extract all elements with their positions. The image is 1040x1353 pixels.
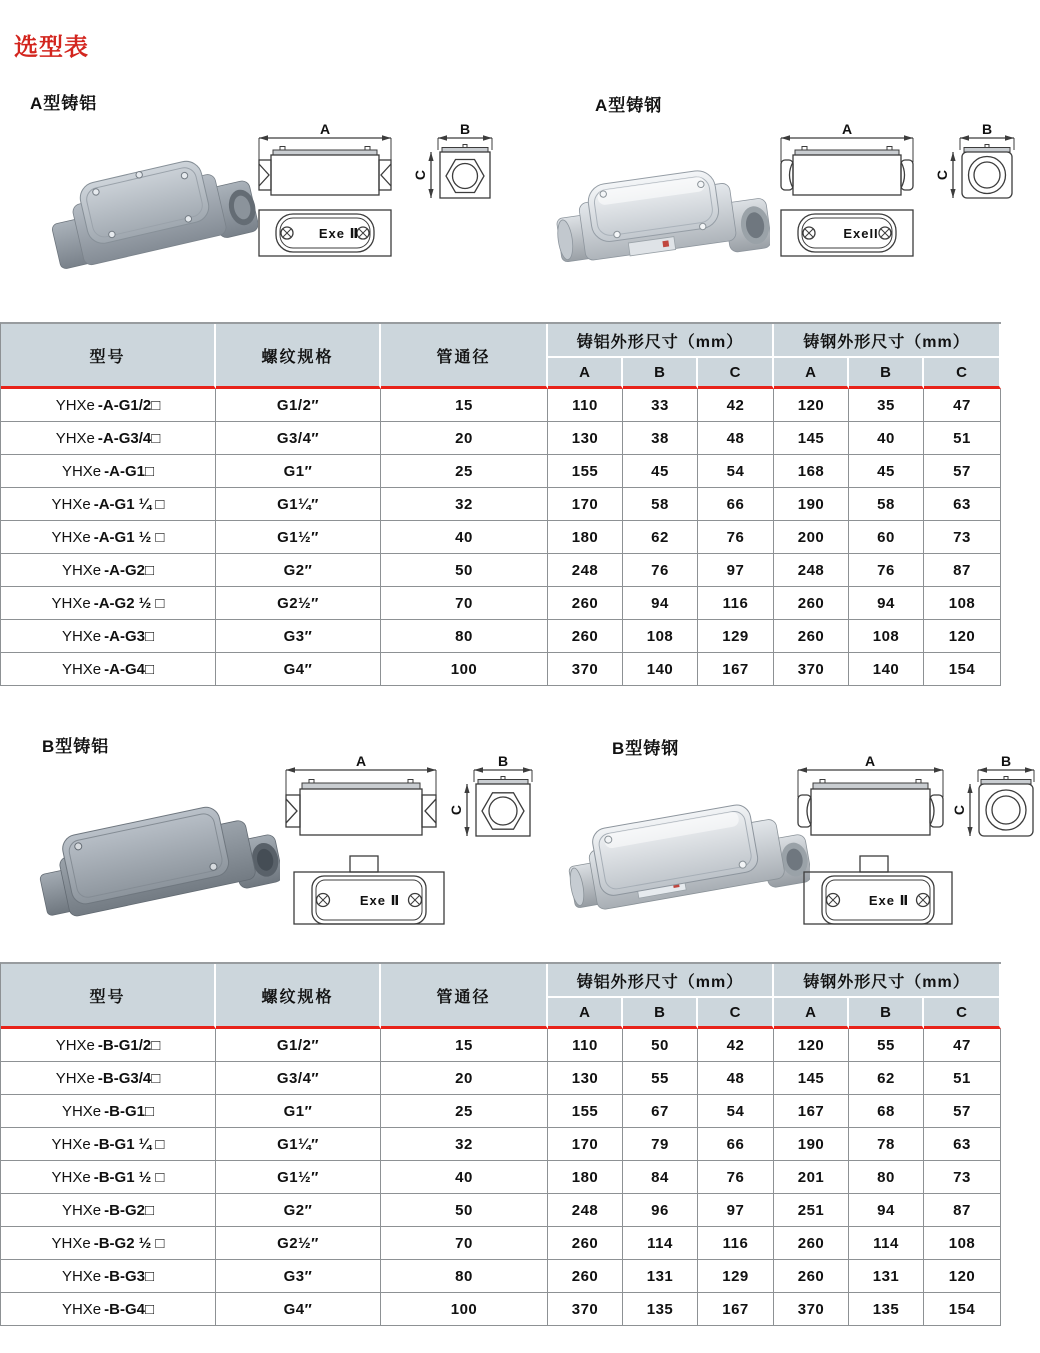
subcol-steel-b: B bbox=[849, 358, 924, 389]
dimension-drawing-a-steel bbox=[764, 124, 1040, 284]
dim-cell: 35 bbox=[849, 389, 924, 422]
dim-cell: 108 bbox=[849, 620, 924, 653]
diameter-cell: 40 bbox=[381, 521, 548, 554]
dim-cell: 120 bbox=[924, 620, 1001, 653]
diameter-cell: 15 bbox=[381, 1029, 548, 1062]
model-cell: YHXe -B-G4□ bbox=[1, 1293, 216, 1326]
group-header-aluminum: 铸铝外形尺寸（mm） bbox=[548, 324, 774, 358]
spec-row bbox=[1, 1260, 1001, 1293]
product-photo-a-aluminum bbox=[46, 128, 258, 311]
diameter-cell: 25 bbox=[381, 1095, 548, 1128]
dim-cell: 47 bbox=[924, 389, 1001, 422]
dim-c-label: C bbox=[934, 169, 950, 181]
subcol-steel-a: A bbox=[774, 358, 849, 389]
dim-cell: 168 bbox=[774, 455, 849, 488]
thread-cell: G2″ bbox=[216, 1194, 381, 1227]
dim-cell: 55 bbox=[849, 1029, 924, 1062]
dim-cell: 80 bbox=[849, 1161, 924, 1194]
dim-cell: 170 bbox=[548, 488, 623, 521]
model-cell: YHXe -B-G1/2□ bbox=[1, 1029, 216, 1062]
dim-cell: 116 bbox=[698, 587, 774, 620]
dim-cell: 48 bbox=[698, 1062, 774, 1095]
subcol-steel-c: C bbox=[924, 358, 1001, 389]
dim-c-label: C bbox=[951, 804, 967, 816]
model-cell: YHXe -A-G2□ bbox=[1, 554, 216, 587]
subcol-alu-a: A bbox=[548, 998, 623, 1029]
spec-row bbox=[1, 1161, 1001, 1194]
dim-cell: 73 bbox=[924, 521, 1001, 554]
dim-b-label: B bbox=[459, 124, 471, 137]
model-cell: YHXe -A-G1 ¼ □ bbox=[1, 488, 216, 521]
dim-cell: 167 bbox=[774, 1095, 849, 1128]
dim-cell: 260 bbox=[774, 620, 849, 653]
dim-cell: 87 bbox=[924, 554, 1001, 587]
dim-cell: 260 bbox=[774, 1227, 849, 1260]
dim-cell: 200 bbox=[774, 521, 849, 554]
dim-cell: 110 bbox=[548, 389, 623, 422]
diameter-cell: 20 bbox=[381, 1062, 548, 1095]
diameter-cell: 50 bbox=[381, 1194, 548, 1227]
thread-cell: G3/4″ bbox=[216, 422, 381, 455]
dim-cell: 63 bbox=[924, 1128, 1001, 1161]
dim-cell: 140 bbox=[849, 653, 924, 686]
dim-cell: 51 bbox=[924, 1062, 1001, 1095]
model-cell: YHXe -B-G1 ¼ □ bbox=[1, 1128, 216, 1161]
model-cell: YHXe -A-G1/2□ bbox=[1, 389, 216, 422]
thread-cell: G1¼″ bbox=[216, 1128, 381, 1161]
dim-cell: 260 bbox=[548, 587, 623, 620]
spec-row bbox=[1, 1128, 1001, 1161]
dim-cell: 180 bbox=[548, 521, 623, 554]
spec-row bbox=[1, 521, 1001, 554]
thread-cell: G4″ bbox=[216, 1293, 381, 1326]
dim-cell: 96 bbox=[623, 1194, 698, 1227]
dim-cell: 116 bbox=[698, 1227, 774, 1260]
thread-cell: G3″ bbox=[216, 1260, 381, 1293]
thread-cell: G3/4″ bbox=[216, 1062, 381, 1095]
dim-cell: 370 bbox=[548, 653, 623, 686]
cover-label: Exe Ⅱ bbox=[868, 893, 910, 908]
dim-cell: 248 bbox=[548, 554, 623, 587]
dim-cell: 47 bbox=[924, 1029, 1001, 1062]
dim-cell: 248 bbox=[774, 554, 849, 587]
dim-cell: 55 bbox=[623, 1062, 698, 1095]
dim-cell: 108 bbox=[924, 1227, 1001, 1260]
spec-row bbox=[1, 653, 1001, 686]
subcol-alu-b: B bbox=[623, 358, 698, 389]
dim-cell: 87 bbox=[924, 1194, 1001, 1227]
diameter-cell: 32 bbox=[381, 488, 548, 521]
spec-row bbox=[1, 1293, 1001, 1326]
dim-cell: 66 bbox=[698, 1128, 774, 1161]
dim-cell: 45 bbox=[849, 455, 924, 488]
model-cell: YHXe -B-G2 ½ □ bbox=[1, 1227, 216, 1260]
model-cell: YHXe -B-G1□ bbox=[1, 1095, 216, 1128]
dim-cell: 57 bbox=[924, 455, 1001, 488]
dim-cell: 51 bbox=[924, 422, 1001, 455]
dim-cell: 33 bbox=[623, 389, 698, 422]
dim-cell: 108 bbox=[623, 620, 698, 653]
thread-cell: G1½″ bbox=[216, 1161, 381, 1194]
dim-cell: 68 bbox=[849, 1095, 924, 1128]
model-cell: YHXe -B-G1 ½ □ bbox=[1, 1161, 216, 1194]
spec-row bbox=[1, 587, 1001, 620]
dim-cell: 62 bbox=[849, 1062, 924, 1095]
model-cell: YHXe -B-G3/4□ bbox=[1, 1062, 216, 1095]
dim-cell: 45 bbox=[623, 455, 698, 488]
diameter-cell: 25 bbox=[381, 455, 548, 488]
thread-cell: G1″ bbox=[216, 455, 381, 488]
dim-cell: 370 bbox=[774, 1293, 849, 1326]
dim-cell: 167 bbox=[698, 653, 774, 686]
dim-cell: 78 bbox=[849, 1128, 924, 1161]
dim-cell: 155 bbox=[548, 455, 623, 488]
group-header-steel: 铸钢外形尺寸（mm） bbox=[774, 964, 1001, 998]
thread-cell: G3″ bbox=[216, 620, 381, 653]
dim-cell: 167 bbox=[698, 1293, 774, 1326]
dim-cell: 58 bbox=[849, 488, 924, 521]
col-header-model: 型号 bbox=[1, 324, 216, 389]
dim-cell: 60 bbox=[849, 521, 924, 554]
dim-cell: 42 bbox=[698, 389, 774, 422]
dim-cell: 130 bbox=[548, 422, 623, 455]
dim-cell: 114 bbox=[849, 1227, 924, 1260]
model-cell: YHXe -A-G3□ bbox=[1, 620, 216, 653]
dim-cell: 67 bbox=[623, 1095, 698, 1128]
dim-cell: 54 bbox=[698, 455, 774, 488]
dim-cell: 260 bbox=[548, 1260, 623, 1293]
dim-cell: 260 bbox=[774, 587, 849, 620]
spec-row bbox=[1, 422, 1001, 455]
dim-b-label: B bbox=[497, 756, 509, 769]
thread-cell: G1″ bbox=[216, 1095, 381, 1128]
dim-cell: 131 bbox=[849, 1260, 924, 1293]
subcol-alu-c: C bbox=[698, 998, 774, 1029]
group-header-steel: 铸钢外形尺寸（mm） bbox=[774, 324, 1001, 358]
dim-cell: 110 bbox=[548, 1029, 623, 1062]
spec-row bbox=[1, 1095, 1001, 1128]
dim-cell: 54 bbox=[698, 1095, 774, 1128]
spec-table-type-a bbox=[0, 322, 1001, 686]
model-cell: YHXe -A-G4□ bbox=[1, 653, 216, 686]
dim-b-label: B bbox=[1000, 756, 1012, 769]
dim-cell: 145 bbox=[774, 422, 849, 455]
dim-a-label: A bbox=[319, 124, 331, 137]
diameter-cell: 40 bbox=[381, 1161, 548, 1194]
dim-cell: 129 bbox=[698, 1260, 774, 1293]
product-photo-a-steel bbox=[556, 146, 770, 307]
spec-row bbox=[1, 620, 1001, 653]
dim-c-label: C bbox=[448, 804, 464, 816]
diameter-cell: 70 bbox=[381, 1227, 548, 1260]
dim-cell: 201 bbox=[774, 1161, 849, 1194]
dim-cell: 135 bbox=[849, 1293, 924, 1326]
subcol-alu-b: B bbox=[623, 998, 698, 1029]
section-label-b-steel: B型铸钢 bbox=[612, 739, 680, 758]
subcol-steel-c: C bbox=[924, 998, 1001, 1029]
diameter-cell: 50 bbox=[381, 554, 548, 587]
diameter-cell: 100 bbox=[381, 653, 548, 686]
dim-cell: 251 bbox=[774, 1194, 849, 1227]
dim-cell: 190 bbox=[774, 1128, 849, 1161]
dim-cell: 370 bbox=[774, 653, 849, 686]
thread-cell: G1/2″ bbox=[216, 1029, 381, 1062]
dim-cell: 135 bbox=[623, 1293, 698, 1326]
diameter-cell: 80 bbox=[381, 1260, 548, 1293]
spec-row bbox=[1, 455, 1001, 488]
col-header-model: 型号 bbox=[1, 964, 216, 1029]
model-cell: YHXe -A-G2 ½ □ bbox=[1, 587, 216, 620]
dim-cell: 97 bbox=[698, 554, 774, 587]
dimension-drawing-a-aluminum bbox=[242, 124, 522, 284]
col-header-thread: 螺纹规格 bbox=[216, 964, 381, 1029]
dim-cell: 145 bbox=[774, 1062, 849, 1095]
dim-cell: 63 bbox=[924, 488, 1001, 521]
dim-a-label: A bbox=[841, 124, 853, 137]
dim-cell: 76 bbox=[623, 554, 698, 587]
dim-cell: 260 bbox=[548, 1227, 623, 1260]
thread-cell: G1/2″ bbox=[216, 389, 381, 422]
dim-cell: 260 bbox=[774, 1260, 849, 1293]
thread-cell: G1½″ bbox=[216, 521, 381, 554]
model-cell: YHXe -B-G3□ bbox=[1, 1260, 216, 1293]
dim-cell: 190 bbox=[774, 488, 849, 521]
dim-cell: 94 bbox=[849, 1194, 924, 1227]
diameter-cell: 100 bbox=[381, 1293, 548, 1326]
dim-a-label: A bbox=[864, 756, 876, 769]
dim-cell: 129 bbox=[698, 620, 774, 653]
thread-cell: G2½″ bbox=[216, 1227, 381, 1260]
dim-cell: 370 bbox=[548, 1293, 623, 1326]
dim-cell: 76 bbox=[698, 521, 774, 554]
group-header-aluminum: 铸铝外形尺寸（mm） bbox=[548, 964, 774, 998]
dim-cell: 120 bbox=[774, 1029, 849, 1062]
dim-cell: 76 bbox=[698, 1161, 774, 1194]
section-label-a-steel: A型铸钢 bbox=[595, 96, 663, 115]
dim-b-label: B bbox=[981, 124, 993, 137]
dimension-drawing-b-steel bbox=[788, 756, 1040, 957]
dim-cell: 130 bbox=[548, 1062, 623, 1095]
cover-label: ExeII bbox=[843, 226, 879, 241]
dim-cell: 58 bbox=[623, 488, 698, 521]
dim-cell: 108 bbox=[924, 587, 1001, 620]
spec-row bbox=[1, 1194, 1001, 1227]
model-cell: YHXe -B-G2□ bbox=[1, 1194, 216, 1227]
dim-cell: 48 bbox=[698, 422, 774, 455]
dim-cell: 140 bbox=[623, 653, 698, 686]
thread-cell: G4″ bbox=[216, 653, 381, 686]
model-cell: YHXe -A-G1□ bbox=[1, 455, 216, 488]
dim-cell: 42 bbox=[698, 1029, 774, 1062]
col-header-diameter: 管通径 bbox=[381, 964, 548, 1029]
product-photo-b-steel bbox=[566, 768, 810, 945]
spec-table-type-b bbox=[0, 962, 1001, 1326]
section-label-a-aluminum: A型铸铝 bbox=[30, 94, 98, 113]
dim-cell: 50 bbox=[623, 1029, 698, 1062]
spec-row bbox=[1, 554, 1001, 587]
dim-a-label: A bbox=[355, 756, 367, 769]
dim-cell: 76 bbox=[849, 554, 924, 587]
dim-cell: 57 bbox=[924, 1095, 1001, 1128]
col-header-diameter: 管通径 bbox=[381, 324, 548, 389]
model-cell: YHXe -A-G3/4□ bbox=[1, 422, 216, 455]
dim-cell: 73 bbox=[924, 1161, 1001, 1194]
dim-cell: 131 bbox=[623, 1260, 698, 1293]
subcol-alu-c: C bbox=[698, 358, 774, 389]
dim-cell: 94 bbox=[623, 587, 698, 620]
cover-label: Exe Ⅱ bbox=[318, 226, 360, 241]
dim-cell: 248 bbox=[548, 1194, 623, 1227]
dim-cell: 38 bbox=[623, 422, 698, 455]
spec-row bbox=[1, 1029, 1001, 1062]
diameter-cell: 32 bbox=[381, 1128, 548, 1161]
cover-label: Exe Ⅱ bbox=[359, 893, 401, 908]
col-header-thread: 螺纹规格 bbox=[216, 324, 381, 389]
diameter-cell: 70 bbox=[381, 587, 548, 620]
section-label-b-aluminum: B型铸铝 bbox=[42, 737, 110, 756]
dimension-drawing-b-aluminum bbox=[276, 756, 538, 957]
dim-cell: 97 bbox=[698, 1194, 774, 1227]
dim-cell: 154 bbox=[924, 653, 1001, 686]
dim-cell: 40 bbox=[849, 422, 924, 455]
diameter-cell: 20 bbox=[381, 422, 548, 455]
dim-c-label: C bbox=[412, 169, 428, 181]
spec-row bbox=[1, 1062, 1001, 1095]
dim-cell: 180 bbox=[548, 1161, 623, 1194]
dim-cell: 84 bbox=[623, 1161, 698, 1194]
dim-cell: 79 bbox=[623, 1128, 698, 1161]
dim-cell: 170 bbox=[548, 1128, 623, 1161]
dim-cell: 62 bbox=[623, 521, 698, 554]
dim-cell: 66 bbox=[698, 488, 774, 521]
dim-cell: 114 bbox=[623, 1227, 698, 1260]
subcol-steel-a: A bbox=[774, 998, 849, 1029]
subcol-steel-b: B bbox=[849, 998, 924, 1029]
spec-row bbox=[1, 389, 1001, 422]
product-photo-b-aluminum bbox=[36, 766, 280, 951]
subcol-alu-a: A bbox=[548, 358, 623, 389]
diameter-cell: 80 bbox=[381, 620, 548, 653]
spec-row bbox=[1, 488, 1001, 521]
dim-cell: 94 bbox=[849, 587, 924, 620]
dim-cell: 155 bbox=[548, 1095, 623, 1128]
thread-cell: G1¼″ bbox=[216, 488, 381, 521]
thread-cell: G2½″ bbox=[216, 587, 381, 620]
model-cell: YHXe -A-G1 ½ □ bbox=[1, 521, 216, 554]
dim-cell: 260 bbox=[548, 620, 623, 653]
thread-cell: G2″ bbox=[216, 554, 381, 587]
dim-cell: 120 bbox=[774, 389, 849, 422]
dim-cell: 120 bbox=[924, 1260, 1001, 1293]
diameter-cell: 15 bbox=[381, 389, 548, 422]
spec-row bbox=[1, 1227, 1001, 1260]
dim-cell: 154 bbox=[924, 1293, 1001, 1326]
page-title: 选型表 bbox=[14, 34, 89, 61]
